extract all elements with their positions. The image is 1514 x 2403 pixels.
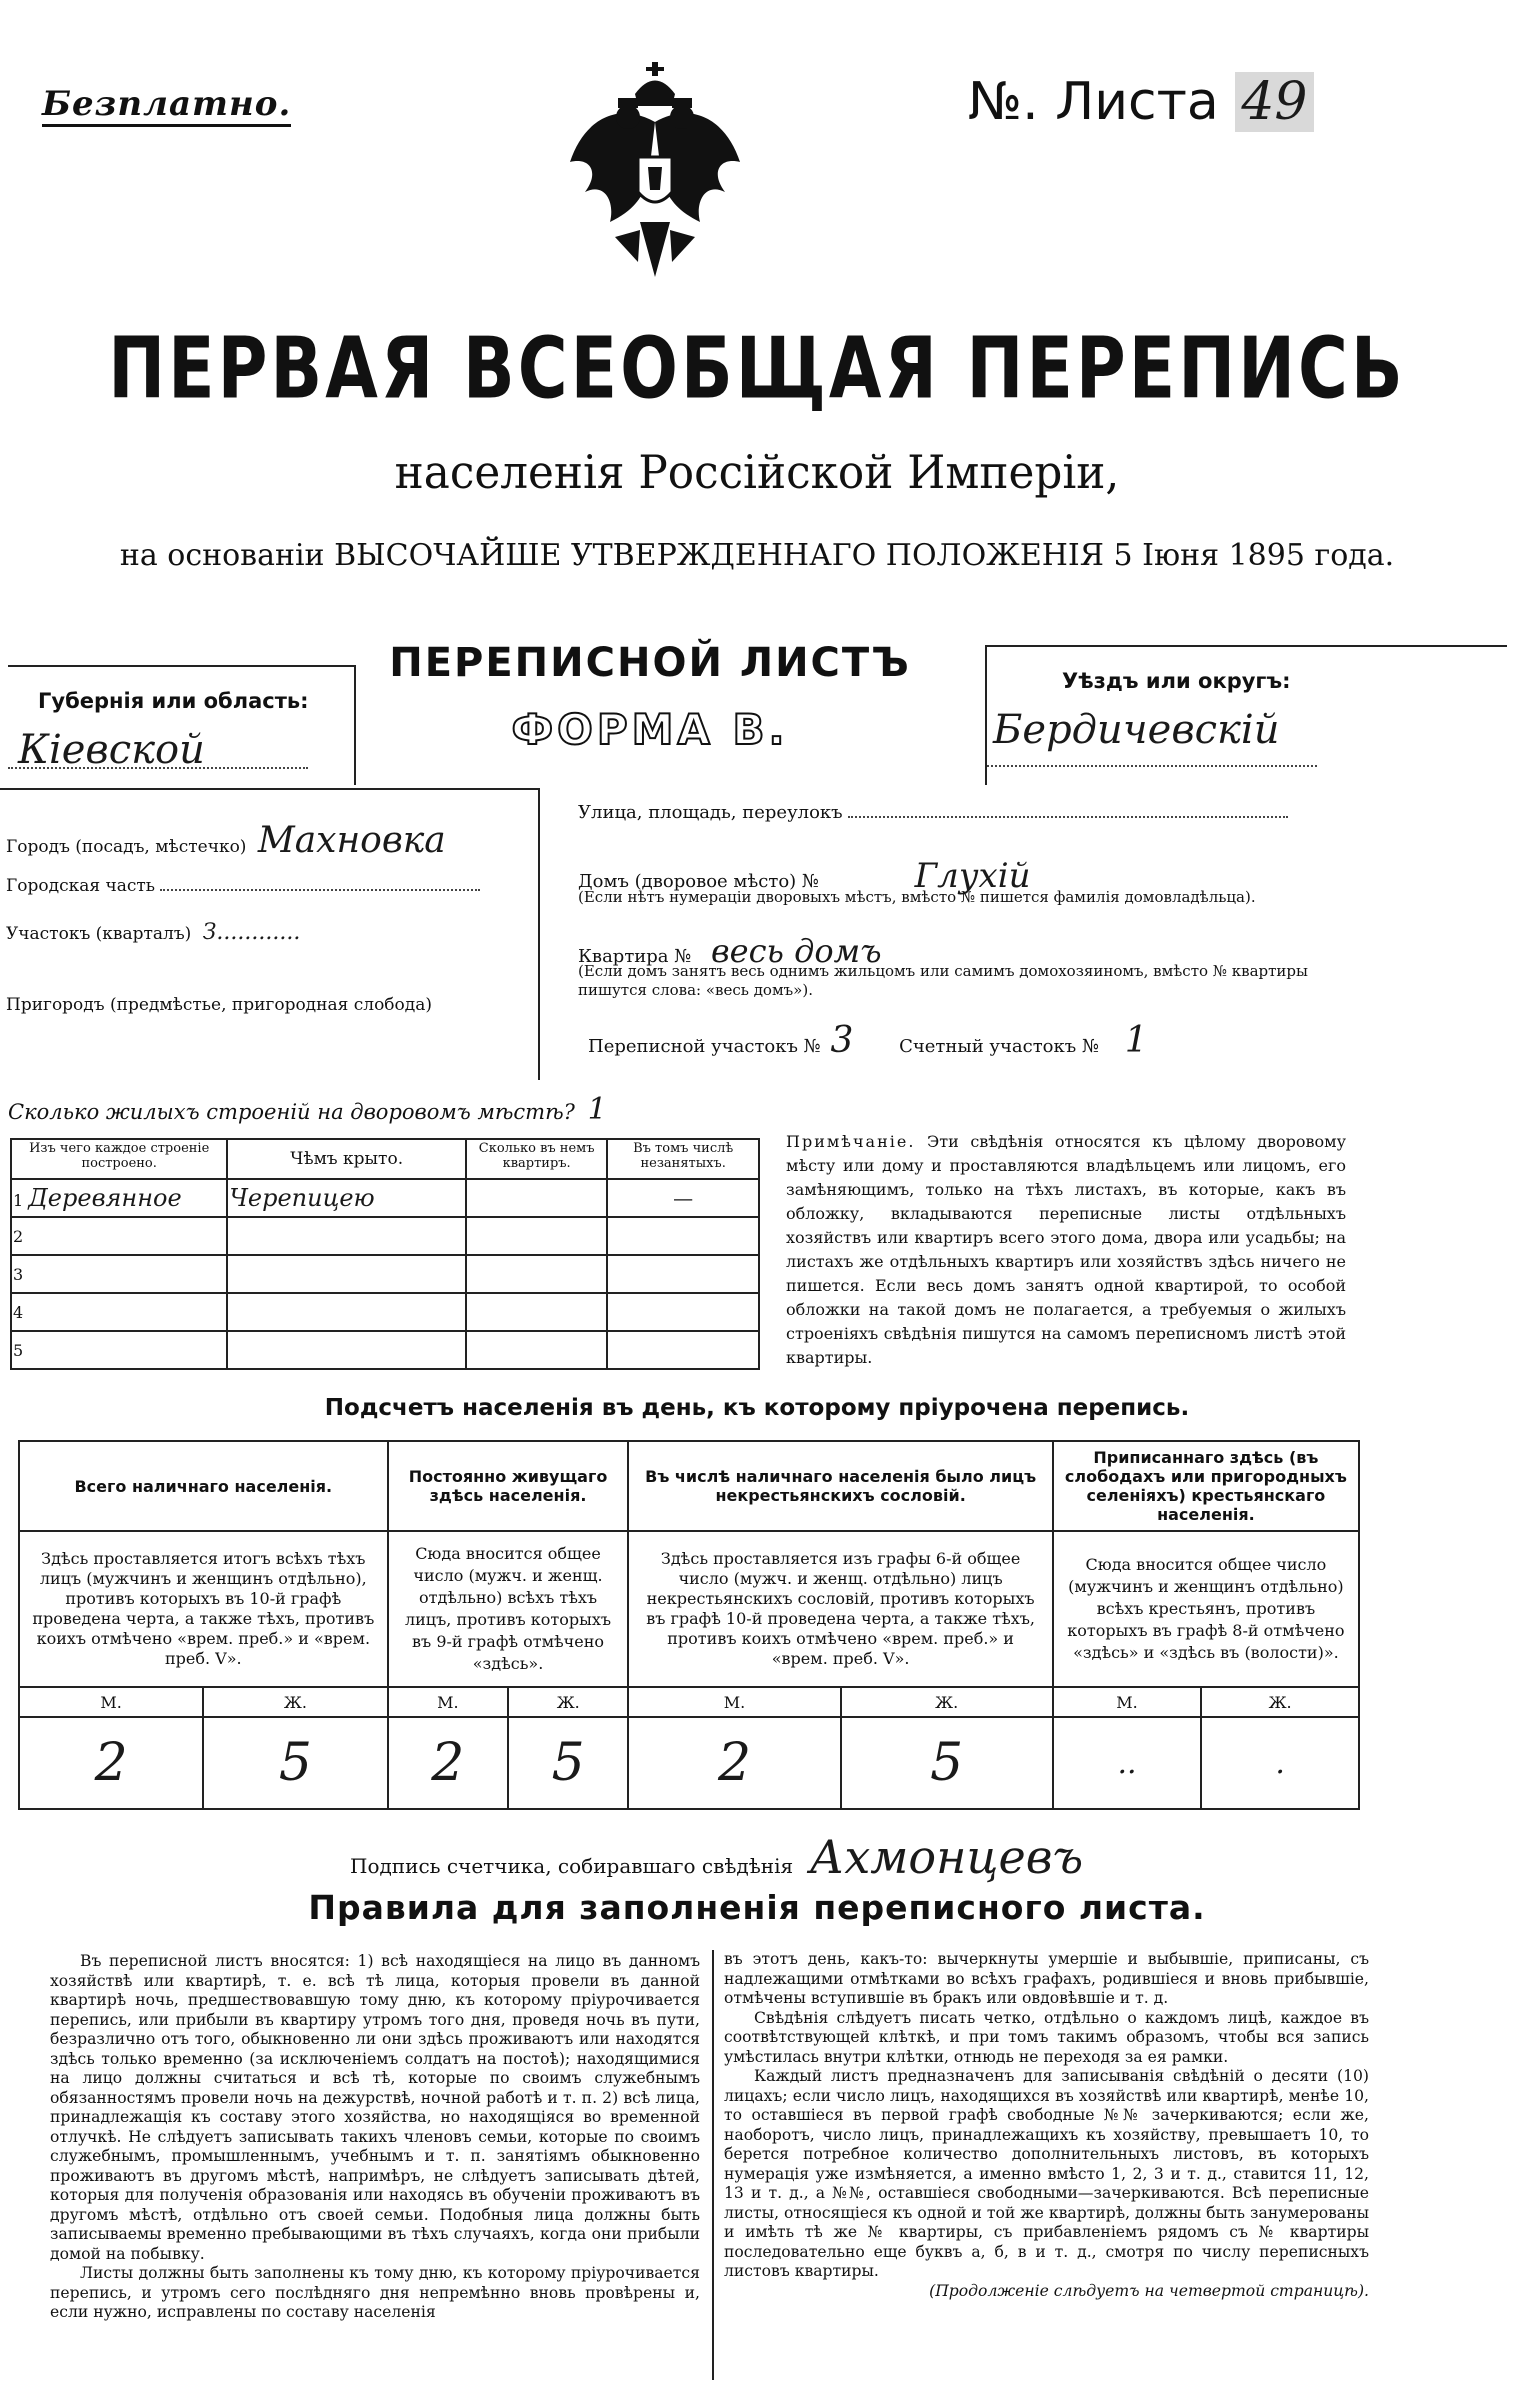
- city-label: Городъ (посадъ, мѣстечко): [6, 837, 247, 857]
- population-table: [18, 1440, 1360, 1810]
- pop-permanent-f: 5: [508, 1717, 628, 1809]
- building-row: [11, 1331, 759, 1369]
- row-number: 5: [11, 1331, 227, 1369]
- pop-m-header: М.: [628, 1687, 840, 1717]
- pop-f-header: Ж.: [1201, 1687, 1359, 1717]
- pop-head-nonpeasant: Въ числѣ наличнаго населенія было лицъ некрестьянскихъ сословій.: [628, 1441, 1052, 1531]
- form-title: ФОРМА В.: [511, 705, 789, 754]
- signature-value: Ахмонцевъ: [809, 1830, 1084, 1884]
- signature-row: [350, 1830, 1083, 1884]
- buildings-header-material: Изъ чего каждое строеніе построено.: [11, 1139, 227, 1179]
- building-row: [11, 1255, 759, 1293]
- uezd-line: [987, 765, 1317, 767]
- pop-f-header: Ж.: [841, 1687, 1053, 1717]
- note-text: Эти свѣдѣнія относятся къ цѣлому дворовому мѣсту или дому и проставляются владѣльцемъ или лицомъ, его замѣняющимъ, только на тѣхъ листахъ, въ которые, какъ въ обложку, вкладываются переписные листы отдѣльныхъ хозяйствъ или квартиръ всего этого дома, двора или усадьбы; на листахъ же отдѣльныхъ квартиръ или хозяйствъ здѣсь ничего не пишется. Если весь домъ занятъ одной квартирой, то особой обложки на такой домъ не полагается, а требуемыя о жилыхъ строеніяхъ свѣдѣнія пишутся на самомъ переписномъ листѣ этой квартиры.: [786, 1132, 1346, 1367]
- row-number: 4: [11, 1293, 227, 1331]
- subtitle: населенія Россійской Имперіи,: [394, 445, 1120, 499]
- census-section-label: Переписной участокъ №: [588, 1036, 821, 1057]
- pop-total-m: 2: [19, 1717, 203, 1809]
- city-part-line: [160, 889, 480, 891]
- gubernia-box: [8, 665, 356, 785]
- house-label: Домъ (дворовое мѣсто) №: [578, 871, 819, 892]
- rules-left-text-2: Листы должны быть заполнены къ тому дню, къ которому пріурочивается перепись, и утромъ сего послѣдняго дня непремѣнно вновь провѣрены и, если нужно, исправлены по составу населенія: [50, 2264, 700, 2321]
- buildings-header-roof: Чѣмъ крыто.: [227, 1139, 466, 1179]
- row-flats: [466, 1179, 607, 1217]
- sheet-label: №. Листа: [968, 72, 1219, 132]
- flat-label: Квартира №: [578, 946, 692, 967]
- pop-desc-permanent: Сюда вносится общее число (мужч. и женщ. отдѣльно) всѣхъ тѣхъ лицъ, противъ которыхъ въ 9-й графѣ отмѣчено «здѣсь».: [388, 1531, 629, 1687]
- rules-right-text-3: Каждый листъ предназначенъ для записыванія свѣдѣній о десяти (10) лицахъ; если число лицъ, находящихся въ хозяйствѣ или квартирѣ, менѣе 10, то оставшіеся въ первой графѣ свободные №№ зачеркиваются; если же, наоборотъ, число лицъ, принадлежащихъ къ хозяйству, превышаетъ 10, то берется потребное количество дополнительныхъ листовъ, въ которыхъ нумерація уже измѣняется, а именно вмѣсто 1, 2, 3 и т. д., ставится 11, 12, 13 и т. д., а №№, оставшіеся свободными—зачеркиваются. Всѣ переписные листы, относящіеся къ одной и той же квартирѣ, должны быть занумерованы и имѣть тѣ же № квартиры, съ прибавленіемъ рядомъ съ № квартиры последовательно еще буквъ а, б, в и т. д., смотря по числу переписныхъ листовъ квартиры.: [724, 2067, 1369, 2280]
- pop-f-header: Ж.: [508, 1687, 628, 1717]
- coat-of-arms-icon: [560, 62, 750, 292]
- building-row: [11, 1217, 759, 1255]
- note-head: Примѣчаніе.: [786, 1132, 916, 1151]
- pop-m-header: М.: [1053, 1687, 1201, 1717]
- row-roof: Черепицею: [229, 1184, 375, 1212]
- row-number: 3: [11, 1255, 227, 1293]
- pop-total-f: 5: [203, 1717, 387, 1809]
- rules-right: [724, 1950, 1369, 2301]
- sheet-title: ПЕРЕПИСНОЙ ЛИСТЪ: [389, 640, 911, 686]
- population-title: Подсчетъ населенія въ день, къ которому пріурочена перепись.: [324, 1395, 1190, 1421]
- city-part-label: Городская часть: [6, 876, 156, 896]
- gubernia-line: [8, 767, 308, 769]
- building-row: [11, 1179, 759, 1217]
- pop-nonpeasant-f: 5: [841, 1717, 1053, 1809]
- pop-desc-total: Здѣсь проставляется итогъ всѣхъ тѣхъ лицъ (мужчинъ и женщинъ отдѣльно), противъ которыхъ въ 10-й графѣ проведена черта, а также тѣхъ, противъ коихъ отмѣчено «врем. преб.» и «врем. преб. V».: [19, 1531, 388, 1687]
- note: [786, 1130, 1346, 1370]
- gubernia-value: Кіевской: [18, 727, 205, 773]
- rules-divider: [712, 1950, 714, 2380]
- rules-right-text-2: Свѣдѣнія слѣдуетъ писать четко, отдѣльно о каждомъ лицѣ, каждое въ соотвѣтствующей клѣткѣ, и при томъ такимъ образомъ, чтобы вся запись умѣстилась внутри клѣтки, отнюдь не переходя за ея рамки.: [724, 2008, 1369, 2066]
- sheet-number-box: [968, 72, 1314, 132]
- row-number: 1: [13, 1191, 24, 1210]
- uezd-value: Бердичевскій: [993, 707, 1280, 753]
- sheet-number: 49: [1235, 72, 1313, 132]
- pop-head-permanent: Постоянно живущаго здѣсь населенія.: [388, 1441, 629, 1531]
- legal-basis: на основаніи ВЫСОЧАЙШЕ УТВЕРЖДЕННАГО ПОЛОЖЕНІЯ 5 Іюня 1895 года.: [119, 538, 1395, 573]
- suburb-label: Пригородъ (предмѣстье, пригородная слобода): [6, 995, 433, 1015]
- rules-left-text: Въ переписной листъ вносятся: 1) всѣ находящіеся на лицо въ данномъ хозяйствѣ или квартирѣ, т. е. всѣ тѣ лица, которыя провели въ данной квартирѣ ночь, предшествовавшую тому дню, къ которому пріурочивается перепись, или прибыли въ квартиру утромъ того дня, проведя ночь въ пути, безразлично отъ того, обыкновенно ли они здѣсь проживаютъ или находятся здѣсь только временно (за исключеніемъ солдатъ на постоѣ); находящимися на лицо должны считаться и всѣ тѣ, которые по своимъ служебнымъ обязанностямъ провели ночь на дежурствѣ, ночной работѣ и т. п. 2) всѣ лица, принадлежащія къ составу этого хозяйства, но находящіяся во временной отлучкѣ. Не слѣдуетъ записывать такихъ членовъ семьи, которые по своимъ служебнымъ, промышленнымъ, учебнымъ и т. п. занятіямъ обыкновенно проживаютъ въ другомъ мѣстѣ, напримѣръ, не слѣдуетъ записывать дѣтей, которыя для полученія образованія или находясь въ обученіи проживаютъ въ другомъ мѣстѣ, отдѣльно отъ своей семьи. Подобныя лица должны быть записываемы временно пребывающими въ тѣхъ случаяхъ, когда они прибыли домой на побывку.: [50, 1952, 700, 2263]
- flat-note: (Если домъ занятъ весь однимъ жильцомъ или самимъ домохозяиномъ, вмѣсто № квартиры пишутся слова: «весь домъ»).: [578, 962, 1308, 999]
- section-label: Участокъ (кварталъ): [6, 924, 192, 944]
- uezd-label: Уѣздъ или округъ:: [1062, 669, 1291, 693]
- pop-permanent-m: 2: [388, 1717, 508, 1809]
- pop-desc-nonpeasant: Здѣсь проставляется изъ графы 6-й общее число (мужч. и женщ. отдѣльно) лицъ некрестьянскихъ сословій, противъ которыхъ въ графѣ 10-й проведена черта, а также тѣхъ, противъ коихъ отмѣчено «врем. преб.» и «врем. преб. V».: [628, 1531, 1052, 1687]
- buildings-header-flats: Сколько въ немъ квартиръ.: [466, 1139, 607, 1179]
- pop-desc-peasant: Сюда вносится общее число (мужчинъ и женщинъ отдѣльно) всѣхъ крестьянъ, противъ которыхъ въ графѣ 8-й отмѣчено «здѣсь» и «здѣсь въ (волости)».: [1053, 1531, 1359, 1687]
- section-value: З............: [202, 920, 301, 945]
- pop-peasant-f: .: [1201, 1717, 1359, 1809]
- pop-head-peasant: Приписаннаго здѣсь (въ слободахъ или пригородныхъ селеніяхъ) крестьянскаго населенія.: [1053, 1441, 1359, 1531]
- row-vacant: —: [607, 1179, 759, 1217]
- rules-continuation: (Продолженіе слѣдуетъ на четвертой страницѣ).: [929, 2281, 1369, 2300]
- gubernia-label: Губернія или область:: [38, 689, 309, 713]
- buildings-question-label: Сколько жилыхъ строеній на дворовомъ мѣстѣ?: [8, 1100, 575, 1124]
- pop-f-header: Ж.: [203, 1687, 387, 1717]
- pop-m-header: М.: [388, 1687, 508, 1717]
- main-title: ПЕРВАЯ ВСЕОБЩАЯ ПЕРЕПИСЬ: [108, 320, 1406, 419]
- street-line: [848, 816, 1288, 818]
- rules-title: Правила для заполненія переписного листа.: [308, 1888, 1206, 1927]
- rules-right-text: въ этотъ день, какъ-то: вычеркнуты умершіе и выбывшіе, приписаны, съ надлежащими отмѣтками во всѣхъ графахъ, родившіеся и вновь прибывшіе, отмѣчены вступившіе въ бракъ или овдовѣвшіе и т. д.: [724, 1950, 1369, 2007]
- row-number: 2: [11, 1217, 227, 1255]
- row-material: Деревянное: [28, 1184, 182, 1212]
- buildings-question: [8, 1092, 607, 1127]
- location-left: [0, 788, 540, 1080]
- rules-left: [50, 1952, 700, 2323]
- location-right: [578, 790, 1508, 1080]
- uezd-box: [985, 645, 1507, 785]
- city-value: Махновка: [257, 820, 446, 861]
- pop-nonpeasant-m: 2: [628, 1717, 840, 1809]
- buildings-answer: 1: [587, 1092, 607, 1127]
- signature-label: Подпись счетчика, собиравшаго свѣдѣнія: [350, 1854, 794, 1878]
- buildings-header-vacant: Въ томъ числѣ незанятыхъ.: [607, 1139, 759, 1179]
- buildings-table: [10, 1138, 760, 1370]
- pop-head-total: Всего наличнаго населенія.: [19, 1441, 388, 1531]
- flat-value: весь домъ: [711, 932, 882, 970]
- pop-peasant-m: ..: [1053, 1717, 1201, 1809]
- house-value: Глухій: [914, 856, 1031, 896]
- pop-m-header: М.: [19, 1687, 203, 1717]
- counting-section-label: Счетный участокъ №: [899, 1036, 1099, 1057]
- free-label: Безплатно.: [42, 84, 291, 127]
- street-label: Улица, площадь, переулокъ: [578, 802, 843, 823]
- census-section-value: 3: [830, 1020, 854, 1061]
- house-note: (Если нѣтъ нумераціи дворовыхъ мѣстъ, вмѣсто № пишется фамилія домовладѣльца).: [578, 888, 1256, 906]
- building-row: [11, 1293, 759, 1331]
- counting-section-value: 1: [1124, 1020, 1148, 1061]
